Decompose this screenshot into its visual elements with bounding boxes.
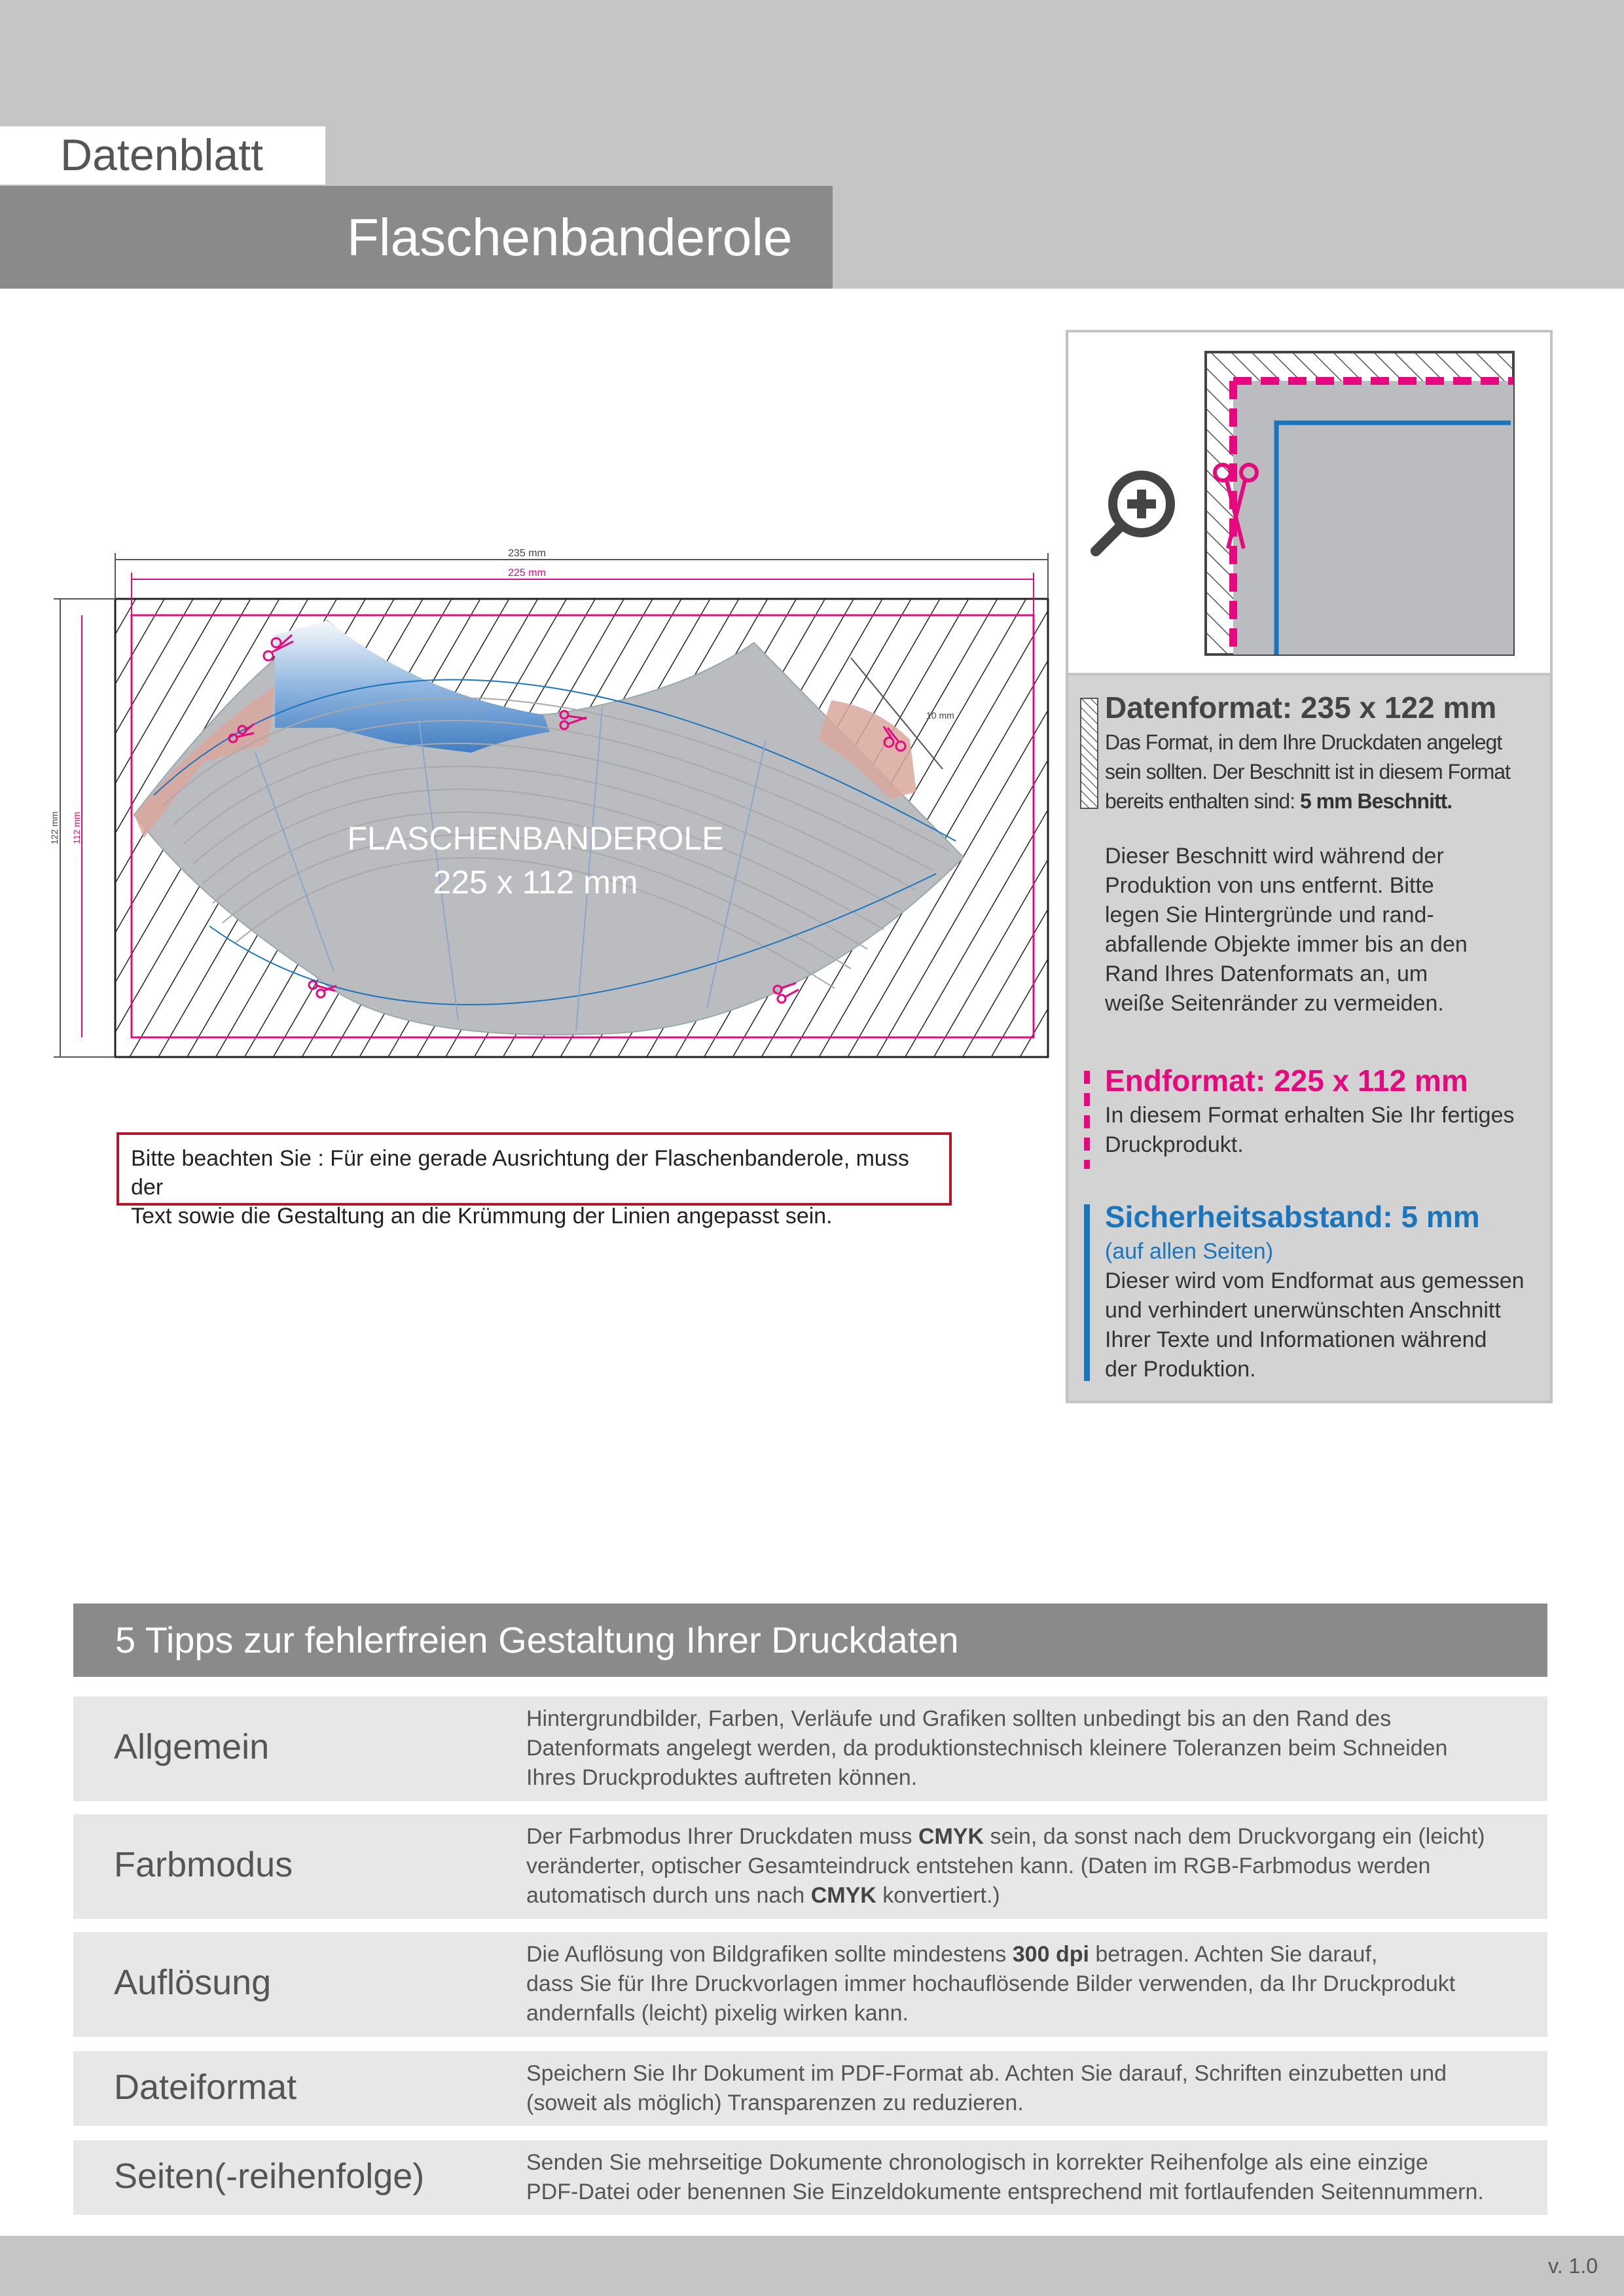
note-line-1: Bitte beachten Sie : Für eine gerade Ausrichtung der Flaschenbanderole, muss der [131, 1146, 909, 1200]
tip-text-part: konvertiert.) [876, 1883, 1000, 1908]
product-size: 225 x 112 mm [433, 864, 638, 901]
tip-line [526, 1881, 1534, 1910]
tip-label: Seiten(-reihenfolge) [114, 2157, 425, 2196]
datenformat-para-1: Dieser Beschnitt wird während der [1105, 844, 1444, 869]
datenformat-para-3: legen Sie Hintergründe und rand- [1105, 903, 1434, 927]
tip-text [526, 1822, 1534, 1910]
tip-text-bold: CMYK [810, 1883, 876, 1908]
tip-row-allgemein [73, 1696, 1547, 1801]
datenformat-line-3-text: bereits enthalten sind: [1105, 789, 1295, 813]
tip-line: andernfalls (leicht) pixelig wirken kann. [526, 2001, 909, 2026]
endformat-line-2: Druckprodukt. [1105, 1132, 1244, 1157]
zoom-detail-panel [1066, 330, 1553, 675]
tip-row-dateiformat [73, 2051, 1547, 2126]
tip-line: PDF-Datei oder benennen Sie Einzeldokumente entsprechend mit fortlaufenden Seitennummern. [526, 2179, 1484, 2204]
tip-row-seiten [73, 2140, 1547, 2215]
tip-text-part: betragen. Achten Sie darauf, [1089, 1942, 1378, 1967]
footer-band [0, 2236, 1624, 2296]
datenformat-line-3 [1105, 787, 1452, 816]
zoom-detail-graphic [1068, 332, 1550, 675]
tip-text-part: Die Auflösung von Bildgrafiken sollte mindestens [526, 1942, 1013, 1967]
dim-width-outer: 235 mm [508, 548, 546, 559]
dim-safety: 10 mm [926, 710, 954, 721]
tip-label: Dateiformat [114, 2068, 297, 2107]
tip-text [526, 2059, 1534, 2118]
tip-text-part: sein, da sonst nach dem Druckvorgang ein (leicht) [984, 1824, 1485, 1849]
datenformat-para-4: abfallende Objekte immer bis an den [1105, 932, 1468, 957]
format-info-panel [1066, 675, 1553, 1403]
product-name: FLASCHENBANDEROLE [347, 820, 724, 857]
sicherheit-line-4: der Produktion. [1105, 1357, 1256, 1382]
hatch-marker [1080, 698, 1098, 809]
format-diagram [49, 543, 1001, 1073]
tip-line: dass Sie für Ihre Druckvorlagen immer hochauflösende Bilder verwenden, da Ihr Druckprodukt [526, 1971, 1456, 1996]
endformat-marker [1084, 1071, 1090, 1169]
dim-width-inner: 225 mm [508, 567, 546, 579]
sicherheit-line-1: Dieser wird vom Endformat aus gemessen [1105, 1268, 1525, 1293]
tip-line: Ihres Druckproduktes auftreten können. [526, 1765, 918, 1790]
tip-line: Datenformats angelegt werden, da produktionstechnisch kleinere Toleranzen beim Schneiden [526, 1736, 1448, 1761]
tip-label: Auflösung [114, 1963, 272, 2002]
tip-line: veränderter, optischer Gesamteindruck entstehen kann. (Daten im RGB-Farbmodus werden [526, 1854, 1431, 1878]
dim-height-outer: 122 mm [49, 811, 60, 845]
safety-marker [1084, 1204, 1090, 1381]
endformat-heading: Endformat: 225 x 112 mm [1105, 1064, 1468, 1098]
tip-label: Allgemein [114, 1727, 270, 1767]
tip-text-part: automatisch durch uns nach [526, 1883, 811, 1908]
tip-line [526, 1822, 1534, 1852]
datenformat-heading: Datenformat: 235 x 122 mm [1105, 691, 1497, 725]
sicherheit-line-3: Ihrer Texte und Informationen während [1105, 1327, 1487, 1352]
tip-row-aufloesung [73, 1932, 1547, 2037]
tip-line: Hintergrundbilder, Farben, Verläufe und Grafiken sollten unbedingt bis an den Rand des [526, 1706, 1392, 1731]
tip-text [526, 1704, 1534, 1793]
tip-line: Senden Sie mehrseitige Dokumente chronologisch in korrekter Reihenfolge als eine einzige [526, 2150, 1428, 2175]
tip-label: Farbmodus [114, 1845, 293, 1884]
tip-line [526, 1940, 1534, 1969]
endformat-line-1: In diesem Format erhalten Sie Ihr fertiges [1105, 1103, 1515, 1128]
dim-height-inner: 112 mm [71, 812, 82, 844]
tip-text-bold: 300 dpi [1012, 1942, 1089, 1967]
datenformat-para-2: Produktion von uns entfernt. Bitte [1105, 873, 1434, 898]
sicherheit-sub: (auf allen Seiten) [1105, 1239, 1274, 1264]
tip-line: Speichern Sie Ihr Dokument im PDF-Format ab. Achten Sie darauf, Schriften einzubetten und [526, 2061, 1447, 2086]
tip-text [526, 2148, 1534, 2207]
tip-text [526, 1940, 1534, 2028]
datenformat-bleed-value: 5 mm Beschnitt. [1299, 789, 1453, 813]
tip-text-part: Der Farbmodus Ihrer Druckdaten muss [526, 1824, 918, 1849]
version-label: v. 1.0 [1548, 2254, 1598, 2278]
datenformat-line-1: Das Format, in dem Ihre Druckdaten angelegt [1105, 730, 1502, 754]
datenformat-line-2: sein sollten. Der Beschnitt ist in diesem Format [1105, 760, 1510, 783]
datenformat-para-6: weiße Seitenränder zu vermeiden. [1105, 991, 1444, 1016]
zoom-in-icon [1096, 475, 1170, 551]
sicherheit-line-2: und verhindert unerwünschten Anschnitt [1105, 1298, 1501, 1323]
alignment-note [117, 1132, 952, 1229]
tip-text-bold: CMYK [918, 1824, 984, 1849]
tip-line: (soweit als möglich) Transparenzen zu reduzieren. [526, 2090, 1024, 2115]
tips-title: 5 Tipps zur fehlerfreien Gestaltung Ihrer Druckdaten [115, 1619, 959, 1660]
sicherheit-heading: Sicherheitsabstand: 5 mm [1105, 1200, 1480, 1234]
datenblatt-label: Datenblatt [60, 130, 263, 180]
page-title: Flaschenbanderole [347, 208, 793, 266]
tip-row-farbmodus [73, 1814, 1547, 1919]
note-line-2: Text sowie die Gestaltung an die Krümmung der Linien angepasst sein. [131, 1204, 833, 1229]
datenformat-para-5: Rand Ihres Datenformats an, um [1105, 961, 1428, 986]
